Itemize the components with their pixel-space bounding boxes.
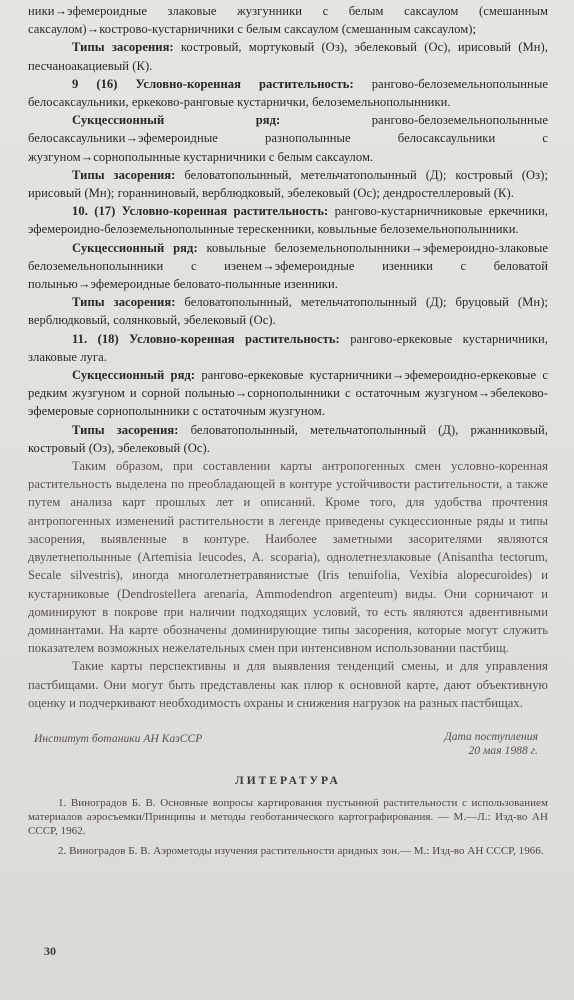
paragraph-lead: 11. (18) Условно-коренная растительность: xyxy=(72,331,340,346)
paragraph-lead: Типы засорения: xyxy=(72,295,176,310)
paragraph-text: Таким образом, при составлении карты антропогенных смен условно-коренная растительность выделена по преобладающей в контуре устойчивости растительности, а также путем анализа карт прошлых лет и описаний. Кроме того, для удобства прочтения антропогенных изменений растительности в легенде приведены сукцессионные ряды и типы засорения, выявленные в контуре. Наиболее заметными засорителями являются двулетнеполынные (Artemisia leucodes, A. scoparia), однолетнезлаковые (Anisantha tectorum, Secale silvestris), иногда многолетнетравянистые (Iris tenuifolia, Vexibia alopecuroides) и кустарниковые (Dendrostellera arenaria, Ammodendron argenteum) виды. Они сорничают и доминируют в покрове при наличии подходящих условий, то есть являются адвентивными доминантами. На карте обозначены доминирующие типы засорения, которые могут служить показателем возможных нежелательных смен при интенсивном использовании пастбищ. xyxy=(28,459,548,656)
paragraph xyxy=(28,202,548,238)
literature-reference: 2. Виноградов Б. В. Аэрометоды изучения растительности аридных зон.— М.: Изд-во АН СССР, 1966. xyxy=(58,845,544,858)
paragraph xyxy=(28,366,548,421)
paragraph-text: костровый, мортуковый (Оз), эбелековый (Ос), ирисовый (Мн), песчаноакациевый (К). xyxy=(28,40,548,73)
paragraph-lead: 9 (16) Условно-коренная растительность: xyxy=(72,76,354,91)
paragraph-lead: 10. (17) Условно-коренная растительность: xyxy=(72,204,329,219)
paragraph-lead: Сукцессионный ряд: xyxy=(72,113,281,128)
paragraph-text: рангово-еркековые кустарничники, злаковые луга. xyxy=(28,331,549,364)
paragraph-lead: Типы засорения: xyxy=(72,40,174,55)
received-date xyxy=(444,730,548,758)
paragraph-text: рангово-белоземельнополынные белосаксаульники, еркеково-ранговые кустарнички, белоземельнополынники. xyxy=(28,76,548,110)
paragraph-lead: Сукцессионный ряд: xyxy=(72,368,196,383)
paragraph xyxy=(28,421,548,457)
received-label: Дата поступления xyxy=(444,730,538,743)
literature-heading: ЛИТЕРАТУРА xyxy=(235,774,341,787)
paragraph xyxy=(28,38,548,74)
paragraph-text: беловатополынный, метельчатополынный (Д); бруцовый (Мн); верблюдковый, солянковый, эбелековый (Ос). xyxy=(28,295,549,328)
paragraph-lead: Типы засорения: xyxy=(72,167,176,182)
paragraph-text: беловатополынный, метельчатополынный (Д), ржанниковый, костровый (Оз), эбелековый (Ос). xyxy=(28,422,549,455)
page-number: 30 xyxy=(44,944,56,958)
paragraph xyxy=(28,166,548,202)
paragraph xyxy=(28,2,548,38)
signoff xyxy=(28,730,548,758)
paragraph-text: ковыльные белоземельнополынники→эфемероидно-злаковые белоземельнополынники с изенем→эфемероидные изенники с беловатой полынью→эфемероидные беловато-полынные изенники. xyxy=(28,240,548,292)
paragraph xyxy=(28,457,548,657)
paragraph-text: рангово-кустарничниковые еркечники, эфемероидно-белоземельнополынные терескенники, ковыльные белоземельнополынники. xyxy=(28,204,548,237)
paragraph-lead: Типы засорения: xyxy=(72,422,179,437)
paragraph-text: беловатополынный, метельчатополынный (Д); костровый (Оз); ирисовый (Мн); гоpанниновый, верблюдковый, эбелековый (Ос); дендростеллеровый (К). xyxy=(28,167,548,201)
paragraph xyxy=(28,657,548,712)
paragraph xyxy=(28,293,548,329)
document-body xyxy=(28,2,548,858)
literature-reference: 1. Виноградов Б. В. Основные вопросы картирования пустынной растительности с использованием материалов аэросъемки/Принципы и методы геоботанического картографирования. — М.—Л.: Изд-во АН СССР, 1962. xyxy=(28,797,548,838)
paragraph-text: рангово-еркековые кустарничники→эфемероидно-еркековые с редким жузгуном и сорной полынью→сорнополынники с остаточным жузгуном→эбелеково-эфемеровые сорнополынники с остаточным жузгуном. xyxy=(28,368,548,419)
paragraph xyxy=(28,75,548,111)
paragraph-text: ники→эфемероидные злаковые жузгунники с белым саксаулом (смешанным саксаулом)→кострово-кустарничники с белым саксаулом (смешанным саксаулом); xyxy=(28,4,548,37)
paragraph-lead: Сукцессионный ряд: xyxy=(72,240,198,255)
paragraph xyxy=(28,239,548,294)
paragraph-text: рангово-белоземельнополынные белосаксаульники→эфемероидные разнополынные белосаксаульники с жузгуном→сорнополынные кустарничники с белым саксаулом. xyxy=(28,113,548,164)
paragraph xyxy=(28,111,548,166)
institute-name: Институт ботаники АН КазССР xyxy=(34,732,203,745)
received-value: 20 мая 1988 г. xyxy=(468,744,538,757)
paragraph-text: Такие карты перспективны и для выявления тенденций смены, и для управления пастбищами. Они могут быть представлены как плюр к основной карте, дают объективную оценку и подчеркивают необходимость охраны и снижения нагрузок на разных пастбищах. xyxy=(28,659,548,710)
paragraph xyxy=(28,330,548,366)
